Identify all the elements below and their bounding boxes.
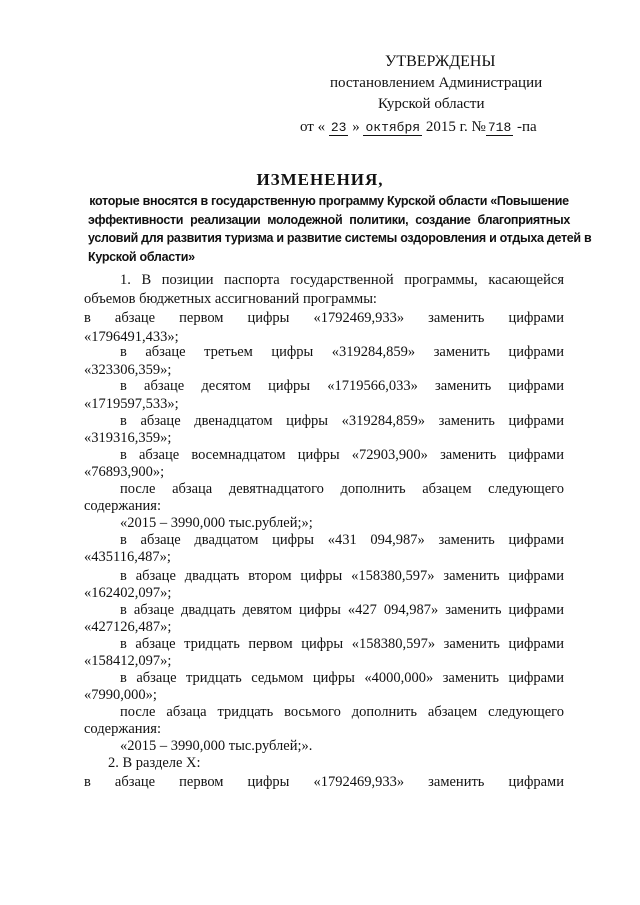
document-heading: ИЗМЕНЕНИЯ,: [256, 170, 384, 189]
date-month: октября: [365, 120, 421, 135]
body-line: в абзаце первом цифры «1792469,933» заменить цифрами: [84, 310, 564, 326]
body-line: в абзаце первом цифры «1792469,933» заменить цифрами: [84, 774, 564, 790]
body-line: 2. В разделе X:: [108, 755, 201, 771]
body-line: «76893,900»;: [84, 464, 165, 480]
body-line: объемов бюджетных ассигнований программы:: [84, 291, 377, 307]
date-prefix: от «: [300, 119, 326, 135]
body-line: в абзаце двадцать девятом цифры «427 094,987» заменить цифрами: [120, 602, 564, 618]
subheading-line: которые вносятся в государственную программу Курской области «Повышение: [89, 194, 569, 208]
body-line: в абзаце десятом цифры «1719566,033» заменить цифрами: [120, 378, 564, 394]
document-subheading: [88, 192, 592, 266]
body-line: «427126,487»;: [84, 619, 172, 635]
body-line: «435116,487»;: [84, 549, 171, 565]
body-line: «2015 – 3990,000 тыс.рублей;»;: [120, 515, 313, 531]
body-line: 1. В позиции паспорта государственной программы, касающейся: [120, 272, 564, 288]
body-line: «7990,000»;: [84, 687, 157, 703]
body-line: в абзаце двенадцатом цифры «319284,859» заменить цифрами: [120, 413, 564, 429]
body-line: после абзаца тридцать восьмого дополнить абзацем следующего: [120, 704, 564, 720]
body-line: в абзаце третьем цифры «319284,859» заменить цифрами: [120, 344, 564, 360]
body-line: «323306,359»;: [84, 362, 172, 378]
body-line: содержания:: [84, 721, 162, 737]
body-line: в абзаце двадцать втором цифры «158380,597» заменить цифрами: [120, 568, 564, 584]
subheading-line: эффективности реализации молодежной политики, создание благоприятных: [88, 212, 570, 227]
body-line: «1796491,433»;: [84, 329, 179, 345]
body-line: в абзаце тридцать первом цифры «158380,597» заменить цифрами: [120, 636, 564, 652]
body-line: «2015 – 3990,000 тыс.рублей;».: [120, 738, 313, 754]
body-line: содержания:: [84, 498, 162, 514]
date-mid: »: [352, 119, 360, 135]
subheading-line: условий для развития туризма и развитие системы оздоровления и отдыха детей в: [88, 231, 592, 245]
approval-line-3: Курской области: [378, 96, 485, 112]
number-suffix: -па: [517, 119, 537, 135]
body-line: «158412,097»;: [84, 653, 172, 669]
approval-title: УТВЕРЖДЕНЫ: [385, 53, 496, 70]
approval-date-line: [300, 118, 537, 137]
body-line: в абзаце восемнадцатом цифры «72903,900» заменить цифрами: [120, 447, 564, 463]
approval-line-2: постановлением Администрации: [330, 75, 543, 91]
body-line: «319316,359»;: [84, 430, 172, 446]
subheading-line: Курской области»: [88, 249, 195, 264]
body-line: «162402,097»;: [84, 585, 172, 601]
date-day: 23: [330, 120, 347, 135]
body-line: после абзаца девятнадцатого дополнить абзацем следующего: [120, 481, 564, 497]
date-year: 2015 г. №: [425, 119, 486, 135]
body-line: в абзаце двадцатом цифры «431 094,987» заменить цифрами: [120, 532, 564, 548]
body-line: «1719597,533»;: [84, 396, 179, 412]
document-number: 718: [487, 120, 512, 135]
body-line: в абзаце тридцать седьмом цифры «4000,000» заменить цифрами: [120, 670, 564, 686]
